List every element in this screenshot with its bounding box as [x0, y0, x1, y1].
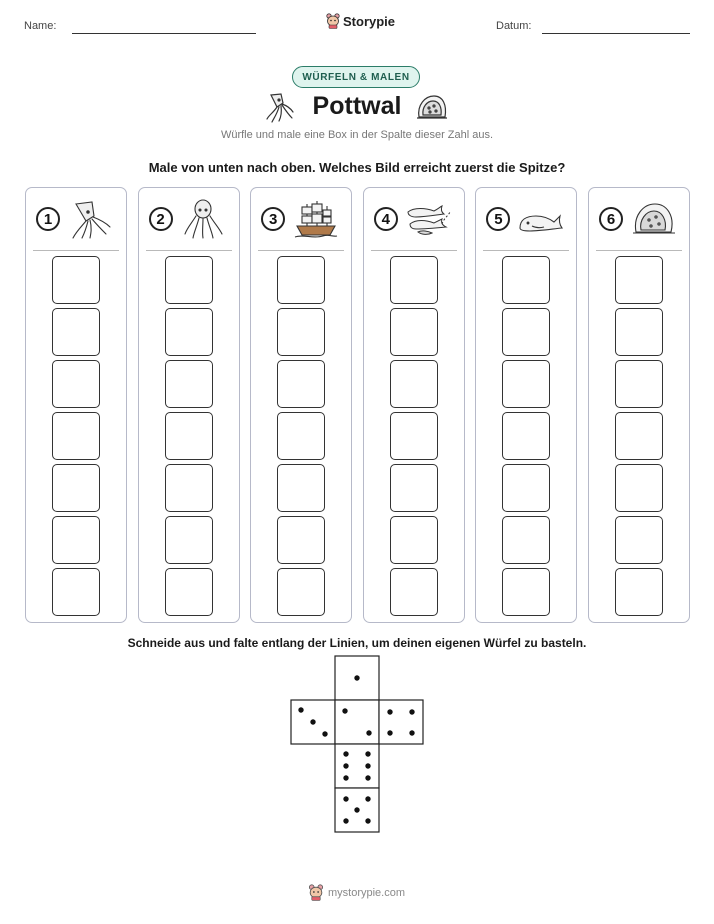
pip	[343, 751, 348, 756]
footer-url[interactable]: mystorypie.com	[328, 886, 406, 899]
pip	[366, 730, 371, 735]
pip	[365, 763, 370, 768]
pip	[365, 796, 370, 801]
activity-badge: WÜRFELN & MALEN	[292, 66, 420, 88]
pip	[343, 796, 348, 801]
instruction: Male von unten nach oben. Welches Bild erreicht zuerst die Spitze?	[148, 160, 566, 175]
pip	[310, 719, 315, 724]
pip	[365, 775, 370, 780]
column-number: 1	[36, 207, 60, 231]
brand-name: Storypie	[343, 13, 396, 29]
footer	[308, 884, 405, 901]
column-number: 2	[149, 207, 173, 231]
pip	[409, 730, 414, 735]
cut-instruction: Schneide aus und falte entlang der Linien, um deinen eigenen Würfel zu basteln.	[127, 636, 587, 650]
pip	[354, 807, 359, 812]
name-label: Name:	[24, 20, 57, 32]
pip	[343, 775, 348, 780]
column-number: 5	[486, 207, 510, 231]
pip	[322, 731, 327, 736]
pip	[342, 708, 347, 713]
pip	[343, 763, 348, 768]
pip	[365, 751, 370, 756]
pip	[409, 709, 414, 714]
dice-face-6	[335, 744, 379, 788]
dice-face-2	[335, 700, 379, 744]
dice-face-4	[379, 700, 423, 744]
subtitle: Würfle und male eine Box in der Spalte dieser Zahl aus.	[220, 129, 494, 141]
pip	[387, 730, 392, 735]
pip	[365, 818, 370, 823]
pip	[298, 707, 303, 712]
pip	[387, 709, 392, 714]
column-number: 4	[374, 207, 398, 231]
column-number: 6	[599, 207, 623, 231]
date-label: Datum:	[496, 20, 532, 32]
page-title: Pottwal	[312, 92, 402, 120]
column-number: 3	[261, 207, 285, 231]
pip	[343, 818, 348, 823]
pip	[354, 675, 359, 680]
storypie-mascot-icon	[308, 884, 324, 901]
